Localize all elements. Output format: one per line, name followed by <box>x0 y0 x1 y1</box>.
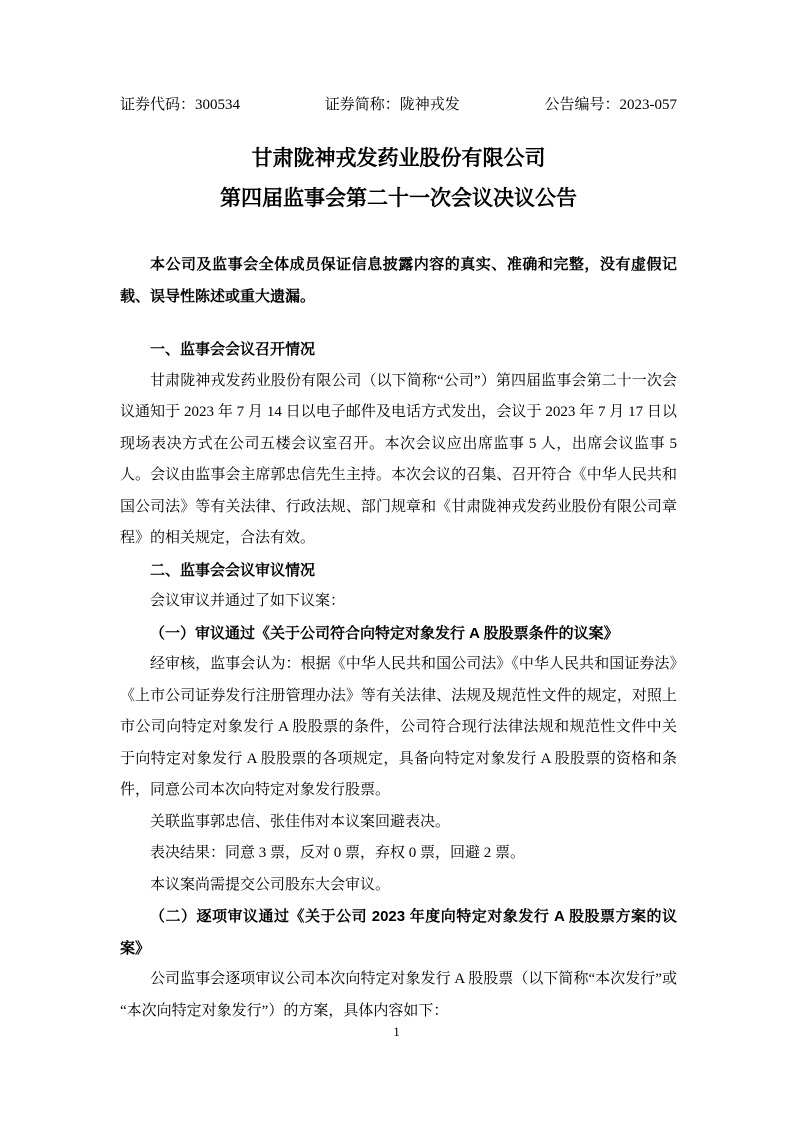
document-header <box>120 96 677 115</box>
item-1-paragraph-recusal: 关联监事郭忠信、张佳伟对本议案回避表决。 <box>150 813 451 830</box>
section-1-paragraph: 甘肃陇神戎发药业股份有限公司（以下简称“公司”）第四届监事会第二十一次会议通知于 2023 年 7 月 14 日以电子邮件及电话方式发出，会议于 2023 年 7 月 17 日以现场表决方式在公司五楼会议室召开。本次会议应出席监事 5 人，出席会议监事 5 人。会议由监事会主席郭忠信先生主持。本次会议的召集、召开符合《中华人民共和国公司法》等有关法律、行政法规、部门规章和《甘肃陇神戎发药业股份有限公司章程》的相关规定，合法有效。 <box>120 372 677 546</box>
item-1-paragraph-vote-result: 表决结果：同意 3 票，反对 0 票，弃权 0 票，回避 2 票。 <box>150 845 526 861</box>
page-number: 1 <box>393 1024 400 1039</box>
section-2-intro: 会议审议并通过了如下议案： <box>150 593 346 609</box>
item-2-heading: （二）逐项审议通过《关于公司 2023 年度向特定对象发行 A 股股票方案的议案》 <box>120 908 677 957</box>
company-name: 甘肃陇神戎发药业股份有限公司 <box>251 147 546 170</box>
stock-code: 证券代码：300534 <box>120 97 241 113</box>
item-1-paragraph-shareholder-meeting: 本议案尚需提交公司股东大会审议。 <box>150 876 391 893</box>
disclosure-statement: 本公司及监事会全体成员保证信息披露内容的真实、准确和完整，没有虚假记载、误导性陈述或重大遗漏。 <box>120 256 677 305</box>
item-1-heading: （一）审议通过《关于公司符合向特定对象发行 A 股股票条件的议案》 <box>150 624 619 642</box>
announcement-number: 公告编号：2023-057 <box>544 97 677 113</box>
item-2-paragraph: 公司监事会逐项审议公司本次向特定对象发行 A 股股票（以下简称“本次发行”或“本次向特定对象发行”）的方案，具体内容如下： <box>120 971 677 1019</box>
document-content <box>120 96 677 1027</box>
section-1-heading: 一、监事会会议召开情况 <box>150 341 316 358</box>
stock-abbreviation: 证券简称：陇神戎发 <box>324 97 460 113</box>
document-title <box>120 139 677 219</box>
meeting-resolution-title: 第四届监事会第二十一次会议决议公告 <box>220 187 577 210</box>
section-2-heading: 二、监事会会议审议情况 <box>150 561 316 579</box>
item-1-paragraph-review: 经审核，监事会认为：根据《中华人民共和国公司法》《中华人民共和国证券法》《上市公司证券发行注册管理办法》等有关法律、法规及规范性文件的规定，对照上市公司向特定对象发行 A 股股票的条件，公司符合现行法律法规和规范性文件中关于向特定对象发行 A 股股票的各项规定，具备向特定对象发行 A 股股票的资格和条件，同意公司本次向特定对象发行股票。 <box>120 656 677 798</box>
